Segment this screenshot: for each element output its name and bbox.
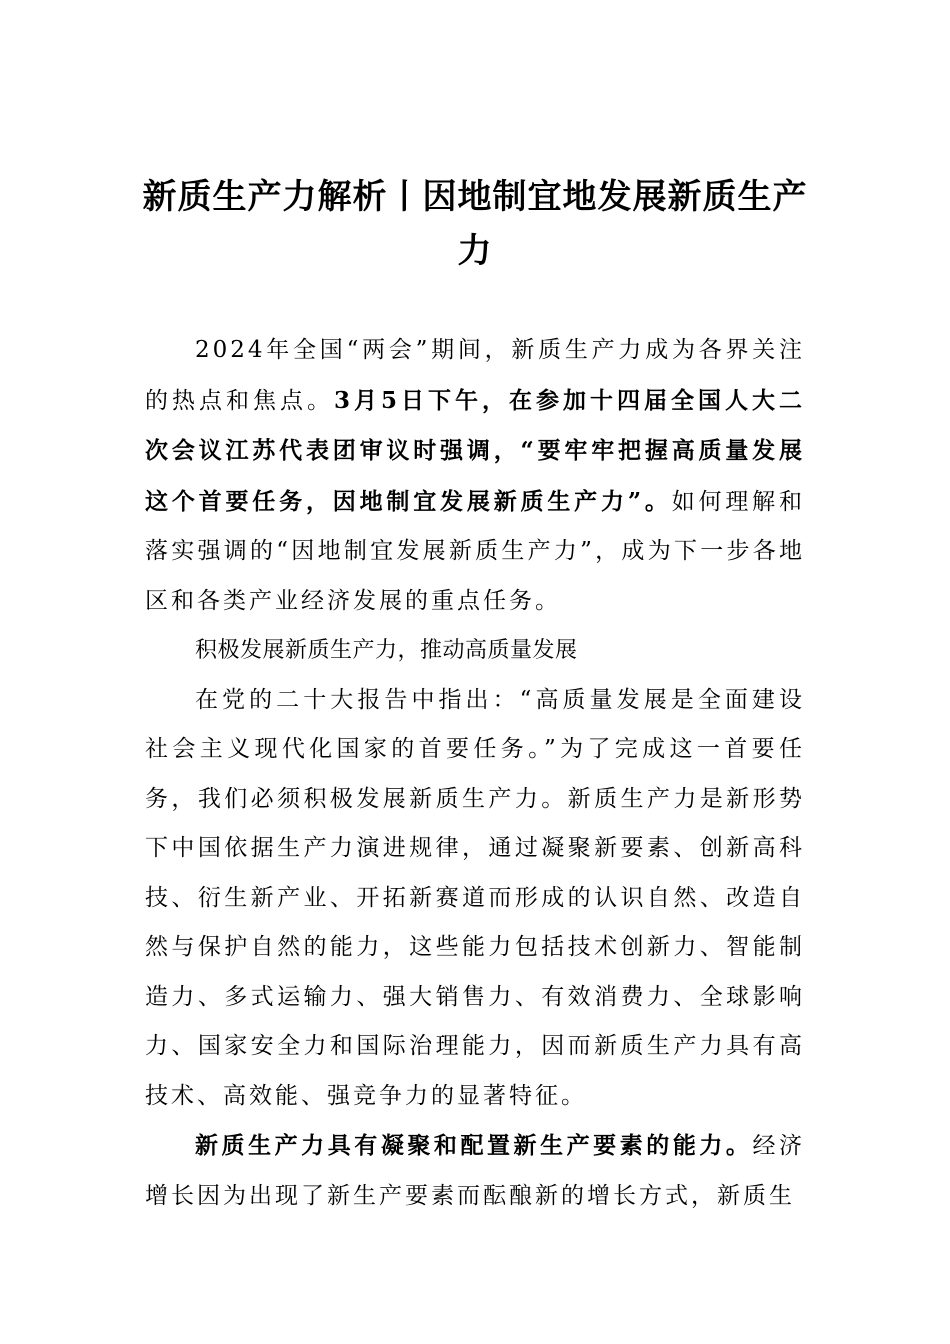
document-body xyxy=(145,326,805,1221)
paragraph-factors xyxy=(145,1121,805,1221)
paragraph-intro-part-2: 3月5日下午，在参加十四届全国人大二次会议江苏代表团审议时强调，“要牢牢把握高质量发展这个首要任务，因地制宜发展新质生产力”。 xyxy=(145,386,805,515)
paragraph-factors-rest: 经济增长因为出现了新生产要素而酝酿新的增长方式，新质生 xyxy=(145,1133,806,1209)
paragraph-intro-part-3: 如何理解和落实强调的“因地制宜发展新质生产力”，成为下一步各地区和各类产业经济发展的重点任务。 xyxy=(145,488,805,614)
paragraph-intro-part-1: 2024年全国“两会”期间，新质生产力成为各界关注的热点和焦点。 xyxy=(145,337,805,414)
paragraph-report: 在党的二十大报告中指出：“高质量发展是全面建设社会主义现代化国家的首要任务。”为了完成这一首要任务，我们必须积极发展新质生产力。新质生产力是新形势下中国依据生产力演进规律，通过凝聚新要素、创新高科技、衍生新产业、开拓新赛道而形成的认识自然、改造自然与保护自然的能力，这些能力包括技术创新力、智能制造力、多式运输力、强大销售力、有效消费力、全球影响力、国家安全力和国际治理能力，因而新质生产力具有高技术、高效能、强竞争力的显著特征。 xyxy=(145,686,805,1109)
paragraph-factors-lead: 新质生产力具有凝聚和配置新生产要素的能力。 xyxy=(195,1132,753,1159)
document-title: 新质生产力解析丨因地制宜地发展新质生产力 xyxy=(142,177,808,271)
paragraph-intro xyxy=(145,326,805,626)
section-heading: 积极发展新质生产力，推动高质量发展 xyxy=(195,638,578,663)
